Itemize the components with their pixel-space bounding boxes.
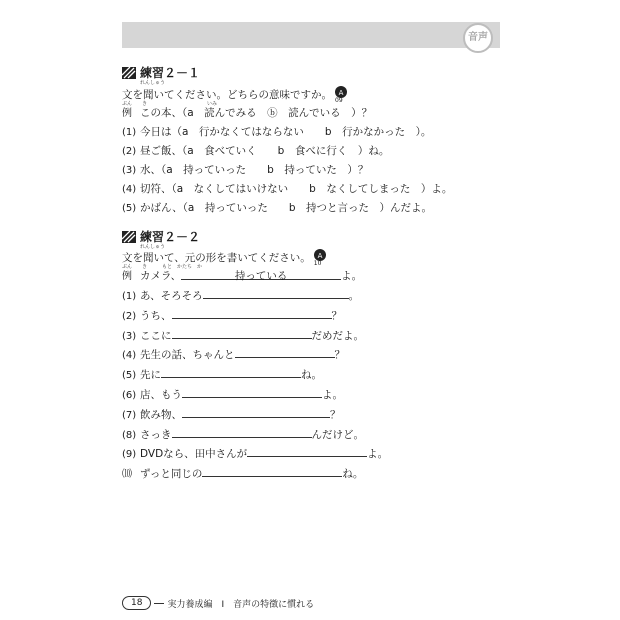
item-prefix: カメラ、 [140,270,182,282]
instruction-text: 文を聞いて、元の形を書いてください。 [122,251,311,264]
exercise-mark-icon [122,231,136,243]
item-suffix: ？ [330,409,341,421]
item-text: 切符、（a なくしてはいけない b なくしてしまった ）よ。 [140,183,453,195]
item-number: (1) [122,291,137,302]
item-text: この本、（a 読んでみる ⓑ 読んでいる ）？ [140,107,373,119]
exercise-mark-icon [122,67,136,79]
item-number: (6) [122,390,137,401]
item-suffix: ？ [331,310,342,322]
item-prefix: ずっと同じの [140,468,203,480]
fill-in-row [122,465,363,481]
audio-badge-icon: 音声 [463,23,493,53]
svg-text:A: A [338,89,344,97]
fill-in-row [122,307,342,323]
item-number: (8) [122,430,137,441]
item-number: ⑽ [122,469,132,480]
item-text: かばん、（a 持っていった b 持つと言った ）んだよ。 [140,202,432,214]
item-prefix: うち、 [140,310,172,322]
track-number: 10 [313,259,322,267]
fill-in-row [122,386,343,402]
item-number: (5) [122,203,137,214]
fill-in-row [122,346,345,362]
header-bar [122,22,500,48]
item-text: 昼ご飯、（a 食べていく b 食べに行く ）ね。 [140,145,390,157]
exercise-2-1-reading: れんしゅう [140,80,166,86]
item-number: (4) [122,184,137,195]
fill-in-row [122,287,359,303]
answer-blank[interactable] [235,346,335,358]
footer-text: 実力養成編 Ⅰ 音声の特徴に慣れる [167,599,315,610]
exercise-2-1-label: 練習２－１ [140,66,201,80]
exercise-item [122,124,431,139]
item-prefix: あ、そろそろ [140,290,203,302]
example-row [122,267,362,283]
item-prefix: ここに [140,330,172,342]
instruction-reading: ぶん き いみ [122,101,218,107]
svg-text:A: A [317,252,323,260]
instruction-text: 文を聞いてください。どちらの意味ですか。 [122,88,332,101]
item-prefix: 店、もう [140,389,182,401]
item-suffix: よ。 [367,448,389,460]
item-number: (3) [122,331,137,342]
page-footer [122,596,314,610]
item-number: (5) [122,370,137,381]
fill-in-row [122,327,364,343]
item-text: 水、（a 持っていった b 持っていた ）？ [140,164,369,176]
instruction-reading: ぶん き もと かたち か [122,264,203,270]
item-number: (4) [122,350,137,361]
item-number: (2) [122,311,137,322]
fill-in-row [122,406,341,422]
answer-blank[interactable] [161,366,301,378]
page-number: 18 [122,596,151,610]
answer-blank[interactable] [172,307,332,319]
item-suffix: よ。 [322,389,343,401]
fill-in-row [122,366,322,382]
item-number: 例 [122,108,132,119]
item-suffix: 。 [348,290,360,302]
item-number: (3) [122,165,137,176]
item-prefix: 先生の話、ちゃんと [140,349,235,361]
exercise-2-2-reading: れんしゅう [140,244,166,250]
item-suffix: ね。 [342,468,364,480]
answer-blank[interactable] [182,386,322,398]
item-prefix: DVDなら、田中さんが [140,448,248,460]
item-prefix: さっき [140,429,172,441]
track-number: 09 [335,96,343,104]
exercise-item [122,200,432,215]
item-number: (9) [122,449,137,460]
item-number: (7) [122,410,137,421]
footer-divider [154,603,164,604]
answer-blank[interactable] [247,445,367,457]
item-number: 例 [122,271,132,282]
exercise-item [122,143,389,158]
example-answer: 持っている [181,268,341,280]
item-number: (1) [122,127,137,138]
exercise-item [122,181,452,196]
item-number: (2) [122,146,137,157]
fill-in-row [122,426,364,442]
answer-blank[interactable] [172,426,312,438]
exercise-item [122,162,368,177]
answer-blank[interactable] [202,465,342,477]
item-suffix: よ。 [341,270,363,282]
item-prefix: 飲み物、 [140,409,182,421]
answer-blank[interactable] [172,327,312,339]
item-prefix: 先に [140,369,161,381]
exercise-2-2-label: 練習２－２ [140,230,201,244]
item-suffix: ね。 [301,369,322,381]
answer-blank[interactable] [203,287,349,299]
exercise-item [122,104,372,120]
item-suffix: ？ [334,349,345,361]
item-text: 今日は（a 行かなくてはならない b 行かなかった ）。 [140,126,432,138]
answer-blank[interactable] [182,406,330,418]
fill-in-row [122,445,388,461]
item-suffix: だめだよ。 [311,330,364,342]
item-suffix: んだけど。 [311,429,364,441]
